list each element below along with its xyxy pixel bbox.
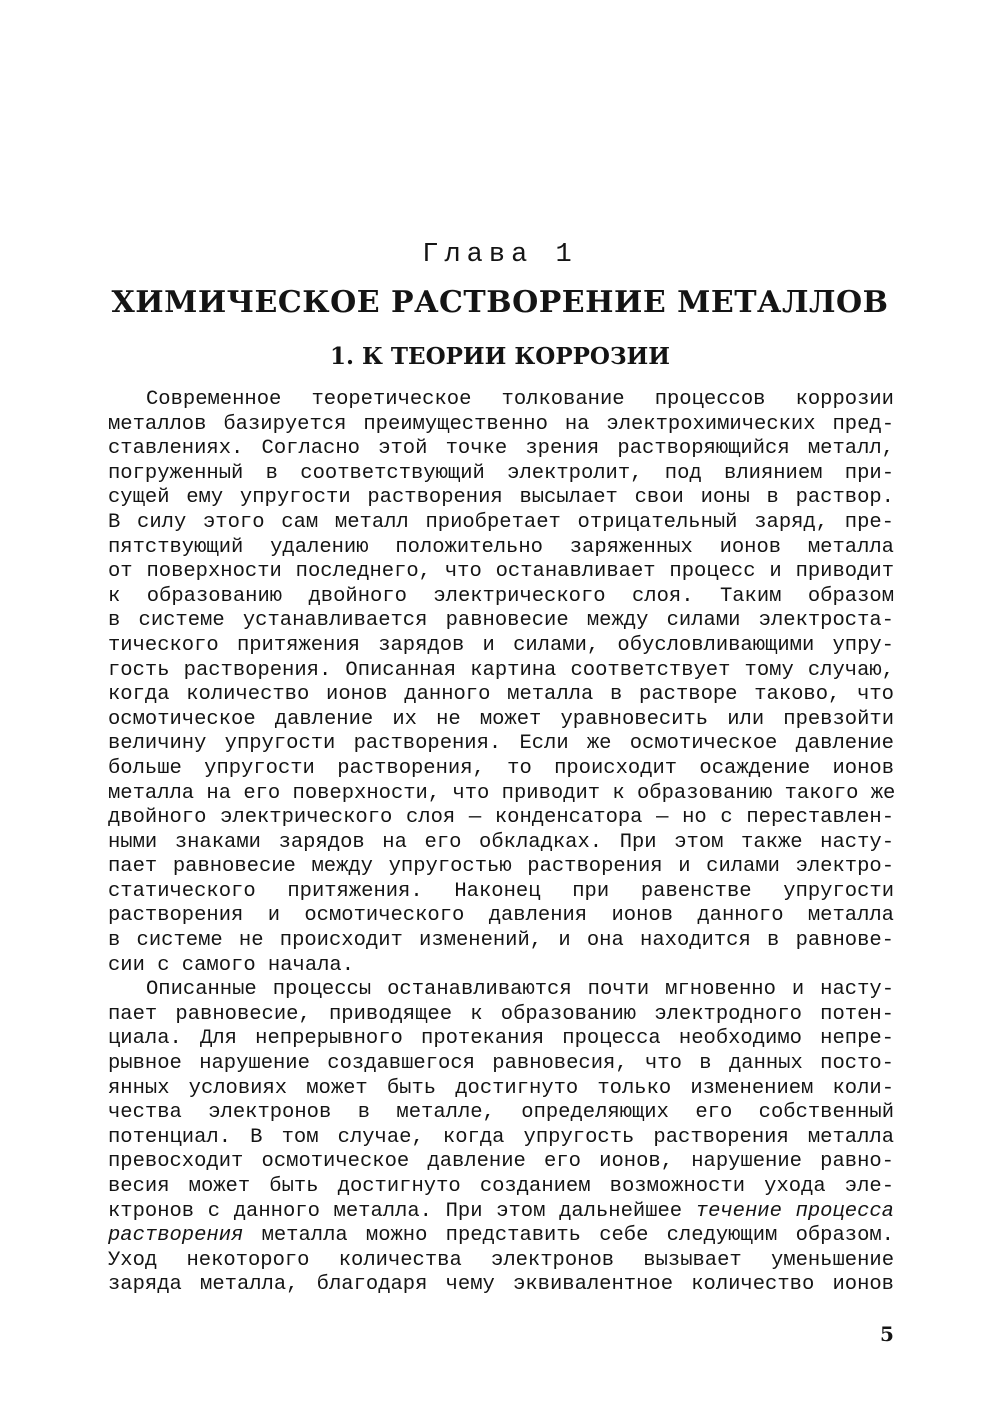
text-line: гость растворения. Описанная картина соответствует тому случаю, <box>108 658 894 682</box>
text-line: от поверхности последнего, что останавливает процесс и приводит <box>108 560 894 584</box>
text-line: потенциал. В том случае, когда упругость растворения металла <box>108 1125 894 1149</box>
text-line: в системе устанавливается равновесие между силами электроста- <box>108 609 894 633</box>
italic-phrase: течение процесса <box>695 1199 894 1223</box>
text-line: весия может быть достигнуто созданием возможности ухода эле- <box>108 1175 894 1198</box>
text-line: осмотическое давление их не может уравновесить или превзойти <box>108 707 894 731</box>
text-line: пает равновесие между упругостью растворения и силами электро- <box>108 855 894 879</box>
text-line-with-italic <box>108 1224 894 1249</box>
text-line: ставлениях. Согласно этой точке зрения растворяющийся металл, <box>108 437 894 461</box>
text-line: рывное нарушение создавшегося равновесия, что в данных посто- <box>108 1052 894 1076</box>
text-line: В силу этого сам металл приобретает отрицательный заряд, пре- <box>108 510 894 534</box>
body-text <box>108 388 894 1298</box>
text-line: пает равновесие, приводящее к образованию электродного потен- <box>108 1002 894 1026</box>
text-line: металла на его поверхности, что приводит к образованию такого же <box>108 781 896 805</box>
text-line: больше упругости растворения, то происходит осаждение ионов <box>108 756 894 780</box>
text-line: чества электронов в металле, определяющих его собственный <box>108 1101 894 1125</box>
text-line: Уход некоторого количества электронов вызывает уменьшение <box>108 1248 894 1272</box>
chapter-title: ХИМИЧЕСКОЕ РАСТВОРЕНИЕ МЕТАЛЛОВ <box>111 285 889 320</box>
text-line: циала. Для непрерывного протекания процесса необходимо непре- <box>108 1027 894 1051</box>
text-line: к образованию двойного электрического слоя. Таким образом <box>108 584 894 608</box>
line-text: ктронов с данного металла. При этом дальнейшее <box>108 1199 683 1223</box>
text-line: сущей ему упругости растворения высылает свои ионы в раствор. <box>108 486 894 510</box>
text-line: превосходит осмотическое давление его ионов, нарушение равно- <box>108 1150 894 1174</box>
text-line: металлов базируется преимущественно на электрохимических пред- <box>108 412 894 436</box>
text-line: погруженный в соответствующий электролит, под влиянием при- <box>108 461 894 485</box>
page-number: 5 <box>880 1322 894 1346</box>
text-line: сии с самого начала. <box>108 953 355 977</box>
text-line: пятствующий удалению положительно заряженных ионов металла <box>108 535 894 559</box>
text-line: заряда металла, благодаря чему эквивалентное количество ионов <box>108 1273 894 1297</box>
text-line: тического притяжения зарядов и силами, обусловливающими упру- <box>108 633 894 657</box>
text-line: статического притяжения. Наконец при равенстве упругости <box>108 879 894 903</box>
chapter-heading: Глава 1 <box>422 240 578 270</box>
text-line-with-italic <box>108 1200 894 1225</box>
section-title: 1. К ТЕОРИИ КОРРОЗИИ <box>329 343 671 370</box>
text-line: в системе не происходит изменений, и она находится в равнове- <box>108 929 894 953</box>
text-line: янных условиях может быть достигнуто только изменением коли- <box>108 1076 894 1100</box>
text-line: двойного электрического слоя — конденсатора — но с переставлен- <box>108 806 894 830</box>
text-line: величину упругости растворения. Если же осмотическое давление <box>108 732 894 756</box>
text-line: Описанные процессы останавливаются почти мгновенно и насту- <box>146 978 894 1002</box>
line-text: металла можно представить себе следующим образом. <box>261 1224 894 1248</box>
text-line: когда количество ионов данного металла в растворе таково, что <box>108 683 894 707</box>
text-line: Современное теоретическое толкование процессов коррозии <box>146 388 894 411</box>
text-line: ными знаками зарядов на его обкладках. При этом также насту- <box>108 830 894 854</box>
italic-phrase: растворения <box>108 1224 244 1248</box>
text-line: растворения и осмотического давления ионов данного металла <box>108 904 894 928</box>
